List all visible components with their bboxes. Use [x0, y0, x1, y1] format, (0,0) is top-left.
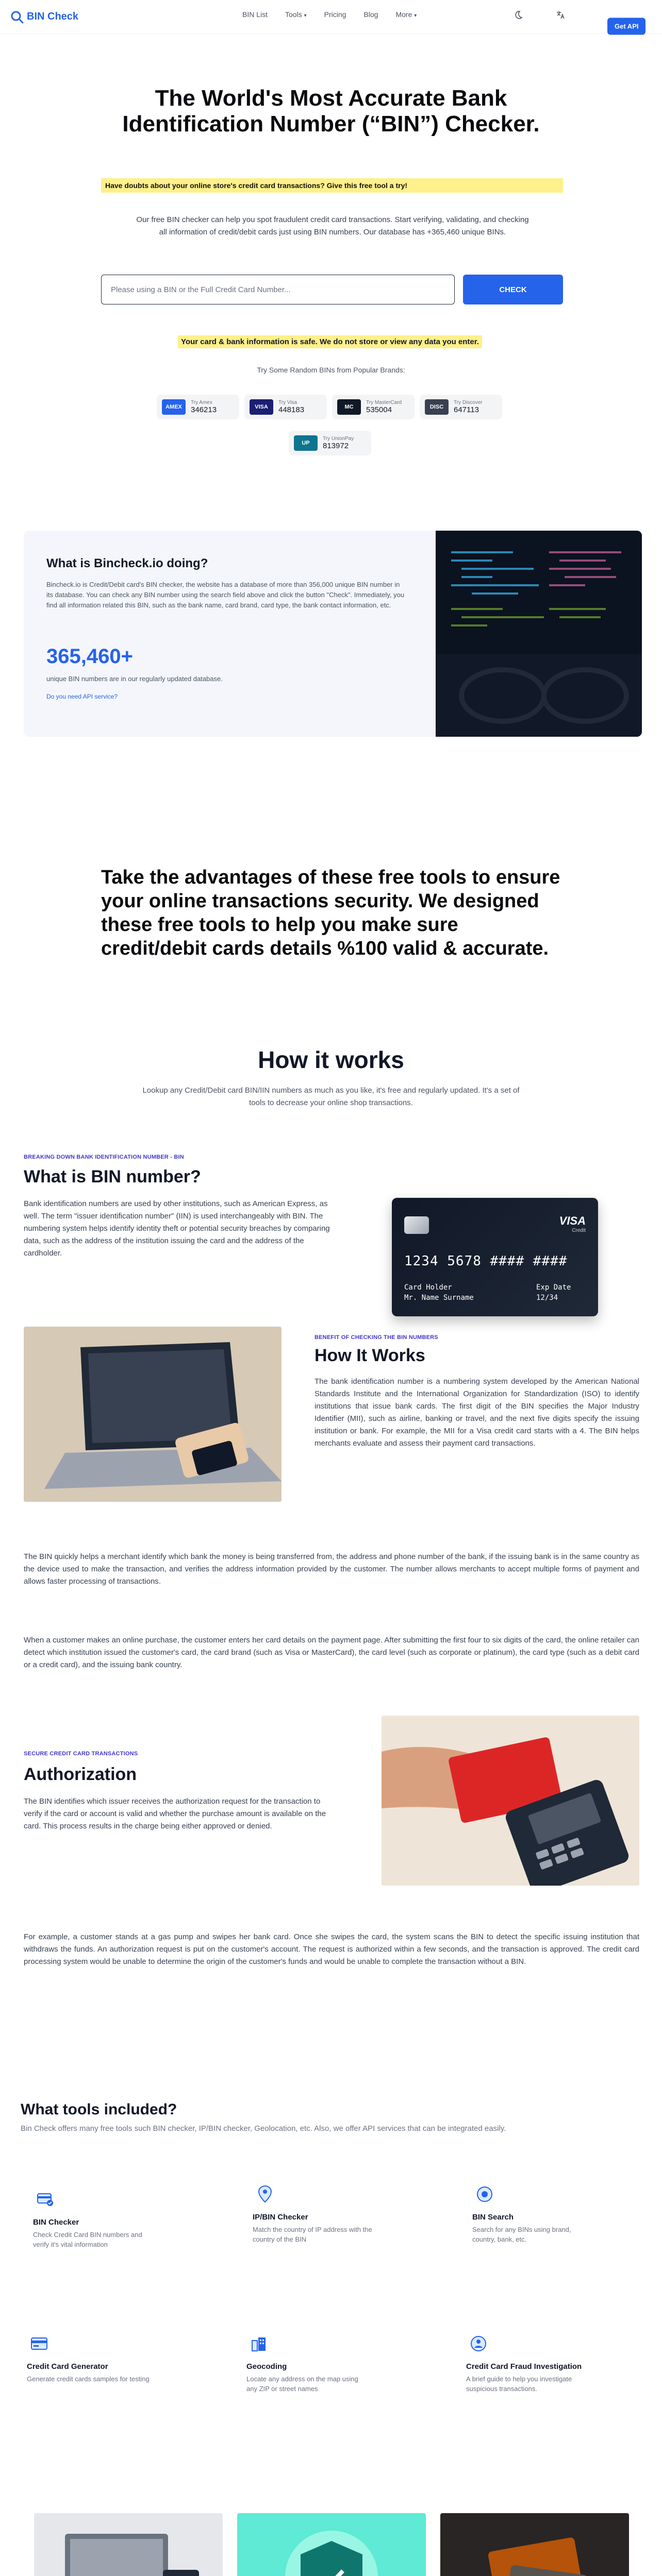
nav-more-label: More [395, 10, 412, 19]
code-screen-image [436, 531, 642, 737]
credit-card-illustration [392, 1198, 598, 1316]
post-image [34, 2513, 223, 2576]
brand-amex-button[interactable] [157, 395, 239, 419]
brand-bin: 535004 [366, 405, 392, 414]
brand-caption: Try Visa [278, 400, 297, 405]
brand-visa-button[interactable] [244, 395, 327, 419]
about-title: What is Bincheck.io doing? [46, 556, 208, 570]
tool-title: Credit Card Fraud Investigation [466, 2362, 582, 2371]
exp-date-value: 12/34 [536, 1294, 558, 1302]
tool-geocoding[interactable] [246, 2331, 442, 2394]
exp-date-label: Exp Date [536, 1283, 571, 1292]
map-pin-icon [253, 2182, 277, 2207]
tool-title: IP/BIN Checker [253, 2213, 308, 2222]
nav-tools[interactable] [285, 10, 307, 19]
tool-description: Generate credit cards samples for testing [27, 2375, 150, 2383]
api-service-link[interactable]: Do you need API service? [46, 693, 118, 700]
brand-caption: Try UnionPay [323, 436, 354, 442]
brand-bin: 346213 [191, 405, 217, 414]
tool-credit-card-generator[interactable] [27, 2331, 223, 2384]
tool-description: A brief guide to help you investigate suspicious transactions. [466, 2375, 572, 2393]
how-it-works-eyebrow: BENEFIT OF CHECKING THE BIN NUMBERS [315, 1334, 438, 1341]
brand-mastercard-button[interactable] [332, 395, 415, 419]
visa-logo-icon: VISA [250, 399, 273, 415]
authorization-eyebrow: SECURE CREDIT CARD TRANSACTIONS [24, 1751, 138, 1757]
card-number: 1234 5678 #### #### [404, 1253, 568, 1269]
tool-description: Search for any BINs using brand, country, bank, etc. [472, 2226, 571, 2243]
advantages-heading: Take the advantages of these free tools to ensure your online transactions security. We designed these free tools to help you make sure credit/debit cards details %100 valid & accurate. [101, 867, 560, 959]
what-bin-title: What is BIN number? [24, 1167, 201, 1187]
brand-discover-button[interactable] [420, 395, 502, 419]
user-shield-icon [466, 2331, 491, 2356]
authorization-title: Authorization [24, 1765, 137, 1784]
logo-icon [10, 10, 24, 24]
try-brands-label: Try Some Random BINs from Popular Brands: [257, 366, 405, 374]
brand-bin: 647113 [454, 405, 479, 414]
nav-pricing[interactable]: Pricing [324, 10, 346, 19]
blog-post-card[interactable] [440, 2513, 629, 2576]
brand-unionpay-button[interactable] [289, 431, 371, 455]
code-screen-illustration [436, 531, 642, 737]
tool-title: BIN Search [472, 2213, 514, 2222]
brand-bin: 813972 [323, 442, 349, 450]
blog-post-card[interactable] [237, 2513, 426, 2576]
buildings-icon [246, 2331, 271, 2356]
hero-title: The World's Most Accurate Bank Identification Number (“BIN”) Checker. [122, 86, 540, 137]
chevron-down-icon: ▾ [304, 13, 307, 19]
globe-search-icon [472, 2182, 497, 2207]
translate-icon[interactable] [556, 10, 565, 20]
brand-caption: Try MasterCard [366, 400, 402, 405]
logo[interactable] [10, 10, 78, 24]
how-it-works-paragraph-2: The BIN quickly helps a merchant identify which bank the money is being transferred from, the address and phone number of the bank, if the issuing bank is in the same country as the device used to make the transaction, and verifies the address information provided by the customer. The number allows merchants to accept multiple forms of payment and allows faster processing of transactions. [24, 1552, 639, 1586]
how-it-works-heading: How It Works [315, 1346, 425, 1365]
how-it-works-title: How it works [258, 1046, 404, 1073]
tool-bin-checker[interactable] [33, 2187, 229, 2249]
header [0, 0, 662, 34]
tool-ip-bin-checker[interactable] [253, 2182, 449, 2244]
post-image [237, 2513, 426, 2576]
theme-toggle-icon[interactable] [514, 10, 523, 20]
tool-description: Check Credit Card BIN numbers and verify it's vital information [33, 2231, 142, 2248]
unionpay-logo-icon: UP [294, 435, 318, 451]
nav-more[interactable] [395, 10, 417, 19]
bin-count: 365,460+ [46, 645, 133, 668]
about-description: Bincheck.io is Credit/Debit card's BIN checker, the website has a database of more than 356,000 unique BIN number in its database. You can check any BIN number using the search field above and click the button "Check". Immediately, you find all information related this BIN, such as the bank name, card brand, card type, the bank contact information, etc. [46, 581, 405, 609]
laptop-illustration [24, 1327, 282, 1502]
card-terminal-illustration [382, 1716, 639, 1886]
card-holder-label: Card Holder [404, 1283, 452, 1292]
how-it-works-description: Lookup any Credit/Debit card BIN/IIN numbers as much as you like, it's free and regularly updated. It's a set of tools to decrease your online shop transactions. [142, 1086, 520, 1107]
search-form [101, 275, 563, 304]
card-terminal-image [382, 1716, 639, 1886]
hero-highlight: Have doubts about your online store's credit card transactions? Give this free tool a try! [101, 178, 563, 193]
tool-title: BIN Checker [33, 2218, 79, 2227]
card-chip-icon [404, 1216, 429, 1234]
card-brand: VISA [559, 1214, 586, 1227]
discover-logo-icon: DISC [425, 399, 449, 415]
tool-bin-search[interactable] [472, 2182, 662, 2244]
credit-card-icon [27, 2331, 52, 2356]
credit-card-check-icon [33, 2187, 58, 2212]
tool-description: Match the country of IP address with the country of the BIN [253, 2226, 372, 2243]
safety-notice [103, 337, 557, 347]
nav-blog[interactable]: Blog [363, 10, 378, 19]
card-brand-sub: Credit [572, 1228, 586, 1233]
header-icons [514, 10, 565, 20]
blog-post-card[interactable] [34, 2513, 223, 2576]
check-button[interactable]: CHECK [463, 275, 563, 304]
logo-text: BIN Check [27, 11, 79, 22]
brand-caption: Try Discover [454, 400, 483, 405]
amex-logo-icon: AMEX [162, 399, 186, 415]
tool-fraud-investigation[interactable] [466, 2331, 662, 2394]
nav-tools-label: Tools [285, 10, 302, 19]
safety-notice-text: Your card & bank information is safe. We do not store or view any data you enter. [178, 335, 482, 348]
tools-description: Bin Check offers many free tools such BIN checker, IP/BIN checker, Geolocation, etc. Also, we offer API services that can be integrated easily. [21, 2124, 506, 2133]
main-nav [242, 10, 417, 19]
mastercard-logo-icon: MC [337, 399, 361, 415]
tool-description: Locate any address on the map using any ZIP or street names [246, 2375, 358, 2393]
tools-title: What tools included? [21, 2101, 177, 2118]
what-bin-description: Bank identification numbers are used by other institutions, such as American Express, as well. The term "issuer identification number" (IIN) is used interchangeably with BIN. The numbering system helps identify identity theft or potential security breaches by comparing data, such as the address of the institution issuing the card and the address of the cardholder. [24, 1199, 330, 1258]
how-it-works-paragraph-3: When a customer makes an online purchase, the customer enters her card details on the payment page. After submitting the first four to six digits of the card, the online retailer can detect which institution issued the customer's card, the card brand (such as Visa or MasterCard), the card level (such as corporate or platinum), the card type (such as a debit card or a credit card), and the issuing bank country. [24, 1636, 639, 1669]
what-bin-eyebrow: BREAKING DOWN BANK IDENTIFICATION NUMBER - BIN [24, 1154, 184, 1160]
post-image [440, 2513, 629, 2576]
authorization-paragraph-2: For example, a customer stands at a gas pump and swipes her bank card. Once she swipes the card, the system scans the BIN to detect the specific issuing institution that withdraws the funds. An authorization request is put on the customer's account. The request is authorized within a few seconds, and the transaction is approved. The credit card processing system would be unable to determine the origin of the customer's funds and would be unable to complete the transaction without a BIN. [24, 1933, 639, 1966]
brand-bin: 448183 [278, 405, 305, 414]
brand-caption: Try Amex [191, 400, 212, 405]
bin-search-input[interactable] [101, 275, 455, 304]
tool-title: Credit Card Generator [27, 2362, 108, 2371]
bin-count-caption: unique BIN numbers are in our regularly updated database. [46, 675, 223, 683]
get-api-button[interactable]: Get API [607, 18, 646, 35]
nav-bin-list[interactable]: BIN List [242, 10, 268, 19]
chevron-down-icon: ▾ [414, 13, 417, 19]
hero-description: Our free BIN checker can help you spot fraudulent credit card transactions. Start verifying, validating, and checking all information of credit/debit cards just using BIN numbers. Our database has +365,460 unique BINs. [136, 215, 529, 236]
authorization-description: The BIN identifies which issuer receives the authorization request for the transaction to verify if the card or account is valid and whether the purchase amount is available on the card. This process results in the charge being either approved or denied. [24, 1797, 326, 1831]
laptop-payment-image [24, 1327, 282, 1502]
how-it-works-text: The bank identification number is a numbering system developed by the American National Standards Institute and the International Organization for Standardization (ISO) to identify institutions that issue bank cards. The first digit of the BIN specifies the Major Industry Identifier (MII), such as airline, banking or travel, and the next five digits specify the issuing institution or bank. For example, the MII for a Visa credit card starts with a 4. The BIN helps merchants evaluate and assess their payment card transactions. [315, 1377, 639, 1448]
tool-title: Geocoding [246, 2362, 287, 2371]
card-holder-value: Mr. Name Surname [404, 1294, 474, 1302]
